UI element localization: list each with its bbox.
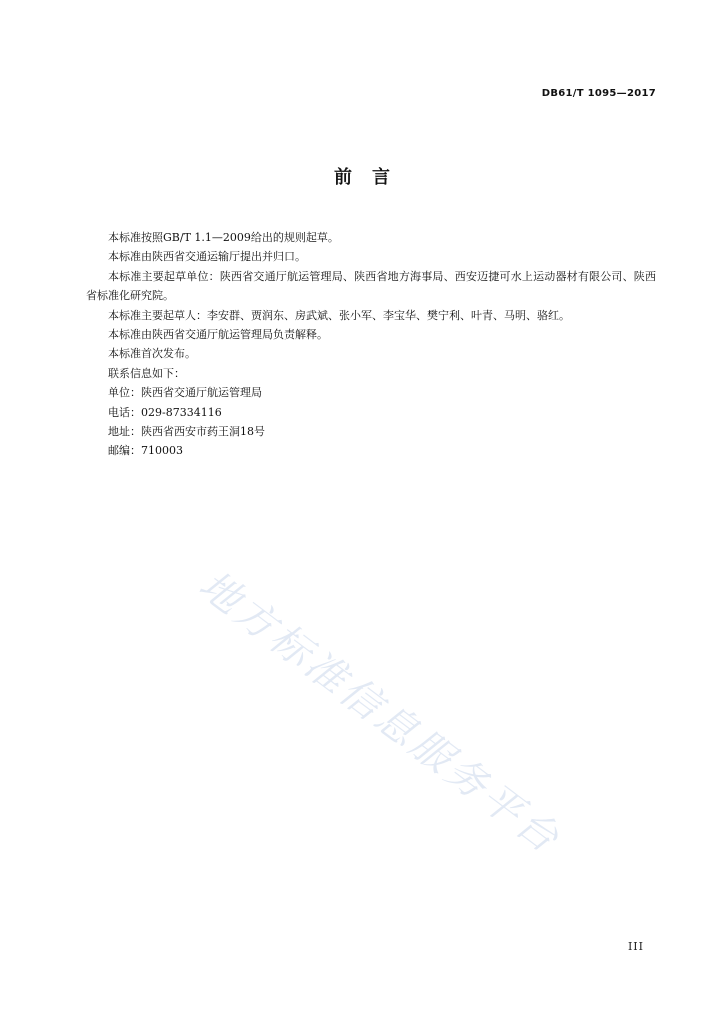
page-title: 前言 xyxy=(334,167,410,188)
paragraph-first-release: 本标准首次发布。 xyxy=(108,347,196,361)
contact-unit: 单位：陕西省交通厅航运管理局 xyxy=(108,386,262,400)
paragraph-contact-heading: 联系信息如下： xyxy=(108,366,185,380)
paragraph-interpretation: 本标准由陕西省交通厅航运管理局负责解释。 xyxy=(108,328,328,342)
contact-postcode: 邮编：710003 xyxy=(108,444,183,458)
paragraph-proposer: 本标准由陕西省交通运输厅提出并归口。 xyxy=(108,250,306,264)
paragraph-drafting-rules: 本标准按照GB/T 1.1—2009给出的规则起草。 xyxy=(108,231,339,244)
document-code: DB61/T 1095—2017 xyxy=(541,88,656,99)
contact-address: 地址：陕西省西安市药王洞18号 xyxy=(108,425,265,439)
paragraph-drafting-units: 本标准主要起草单位：陕西省交通厅航运管理局、陕西省地方海事局、西安迈捷可水上运动器材有限公司、陕西省标准化研究院。 xyxy=(86,269,656,303)
paragraph-drafters: 本标准主要起草人：李安群、贾润东、房武斌、张小军、李宝华、樊宁利、叶青、马明、骆红。 xyxy=(108,308,570,322)
contact-phone: 电话：029-87334116 xyxy=(108,405,222,419)
foreword-body xyxy=(86,228,656,461)
page-number: III xyxy=(627,940,644,953)
watermark: 地方标准信息服务平台 xyxy=(190,562,570,864)
